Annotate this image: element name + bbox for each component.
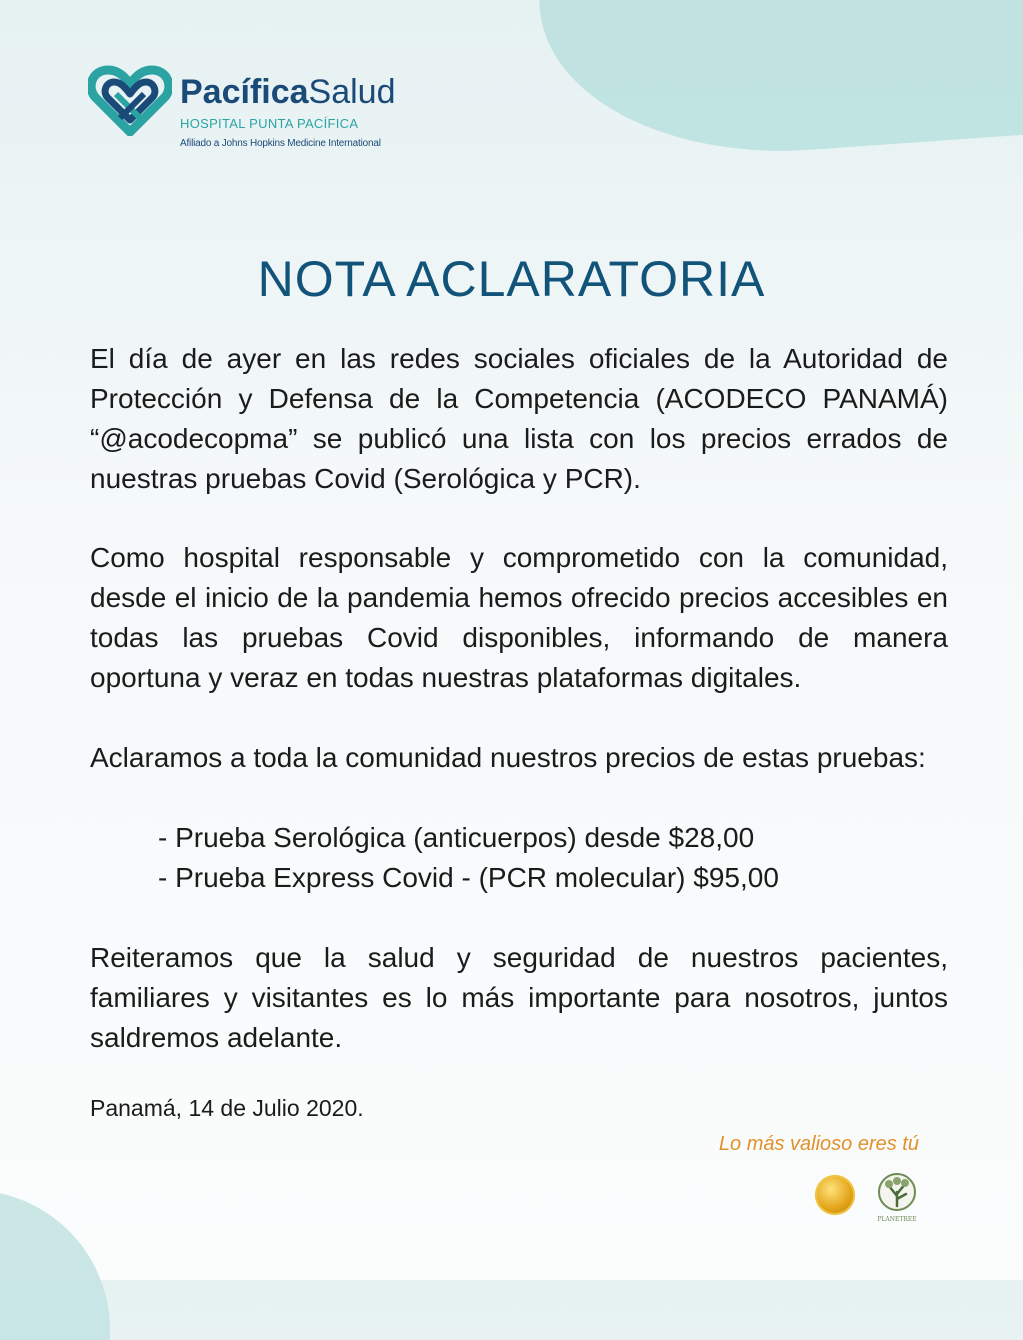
heart-logo-icon bbox=[88, 64, 172, 136]
paragraph-3: Aclaramos a toda la comunidad nuestros precios de estas pruebas: bbox=[90, 742, 926, 773]
price-list bbox=[158, 818, 779, 898]
decorative-blob-bottom-left bbox=[0, 1190, 110, 1340]
date-line: Panamá, 14 de Julio 2020. bbox=[90, 1095, 364, 1121]
affiliation-text: Afiliado a Johns Hopkins Medicine International bbox=[180, 138, 381, 149]
paragraph-4: Reiteramos que la salud y seguridad de nuestros pacientes, familiares y visitantes es lo más importante para nosotros, juntos saldremos adelante. bbox=[90, 942, 948, 1053]
paragraph-2: Como hospital responsable y comprometido con la comunidad, desde el inicio de la pandemia hemos ofrecido precios accesibles en todas las pruebas Covid disponibles, informando de manera oportuna y veraz en todas nuestras plataformas digitales. bbox=[90, 542, 948, 693]
decorative-blob-top-right bbox=[536, 0, 1023, 168]
price-item-pcr: - Prueba Express Covid - (PCR molecular) $95,00 bbox=[158, 862, 779, 893]
paragraph-1: El día de ayer en las redes sociales oficiales de la Autoridad de Protección y Defensa de la Competencia (ACODECO PANAMÁ) “@acodecopma” se publicó una lista con los precios errados de nuestras pruebas Covid (Serológica y PCR). bbox=[90, 343, 948, 494]
accreditation-seal-icon bbox=[815, 1175, 855, 1215]
planetree-seal-icon bbox=[872, 1172, 922, 1224]
pacifica-salud-logo bbox=[88, 64, 408, 154]
slogan: Lo más valioso eres tú bbox=[718, 1133, 919, 1155]
document-title: NOTA ACLARATORIA bbox=[257, 251, 766, 307]
planetree-label: PLANETREE bbox=[877, 1216, 917, 1223]
price-item-serologica: - Prueba Serológica (anticuerpos) desde $28,00 bbox=[158, 822, 755, 853]
hospital-name: HOSPITAL PUNTA PACÍFICA bbox=[180, 116, 359, 131]
brand-name: PacíficaSalud bbox=[180, 73, 396, 111]
